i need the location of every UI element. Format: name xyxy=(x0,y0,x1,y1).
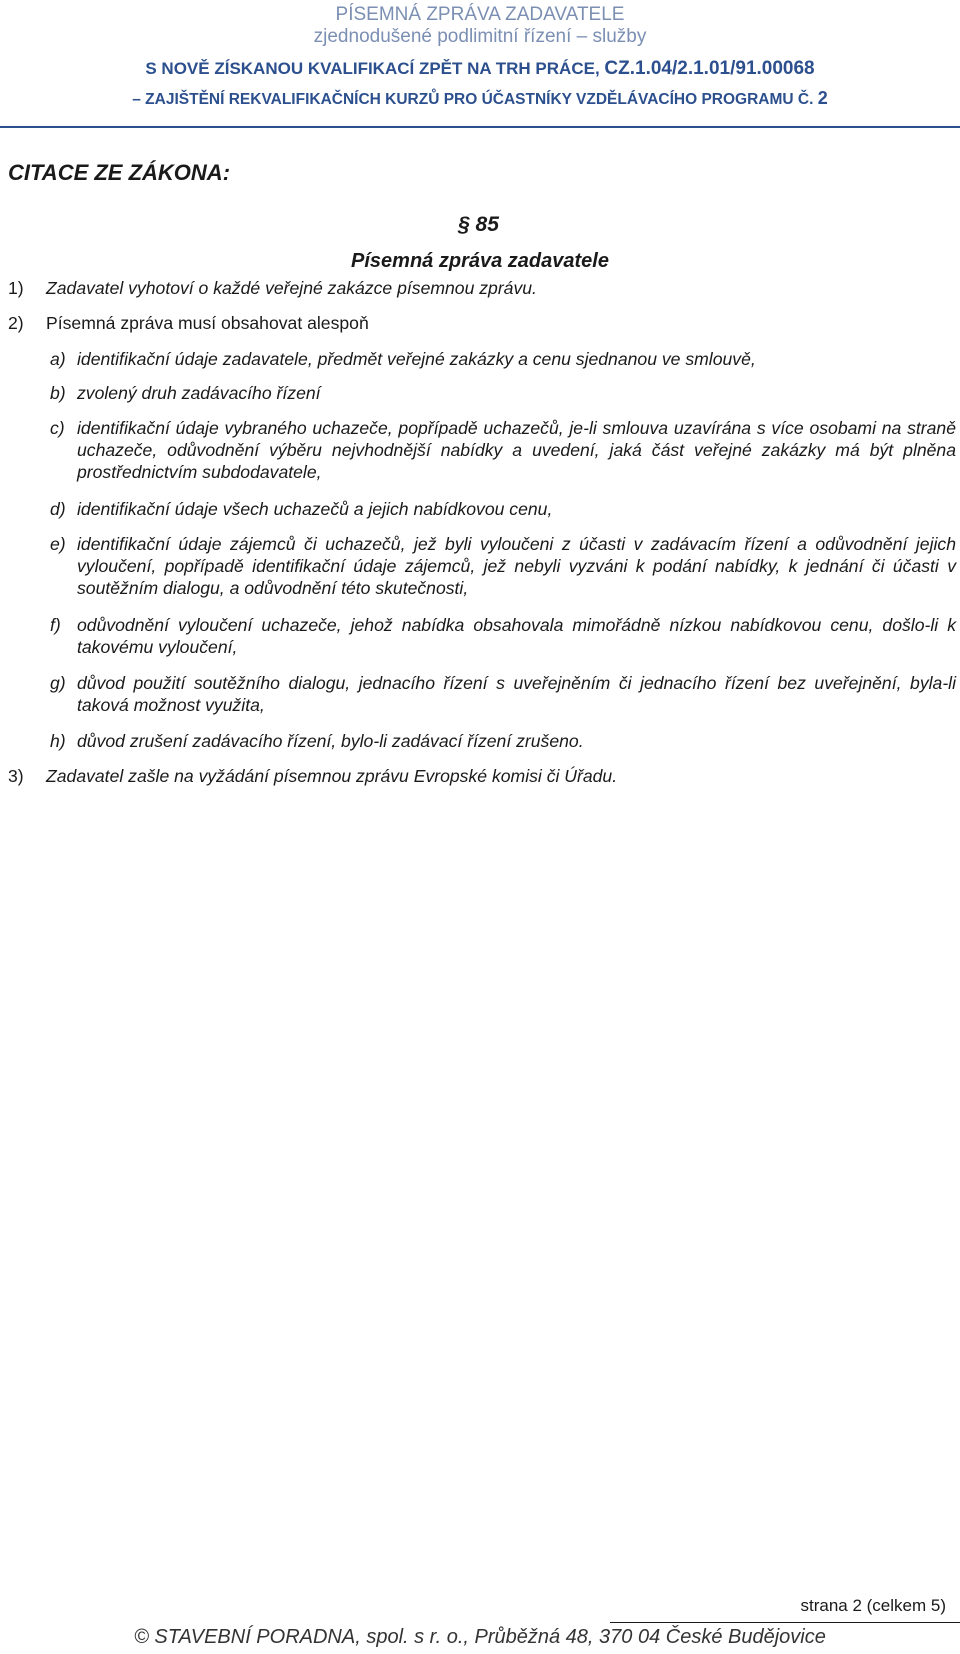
provision-number: 2) xyxy=(8,313,24,333)
header-divider xyxy=(0,126,960,128)
header-program xyxy=(0,88,960,109)
paragraph-number: § 85 xyxy=(458,213,499,236)
provision-3 xyxy=(8,765,948,787)
item-letter: d) xyxy=(50,499,66,519)
item-letter: h) xyxy=(50,731,66,751)
provision-text: Zadavatel vyhotoví o každé veřejné zakázce písemnou zprávu. xyxy=(46,278,537,298)
item-text: zvolený druh zadávacího řízení xyxy=(77,383,321,403)
footer-company: © STAVEBNÍ PORADNA, spol. s r. o., Průběžná 48, 370 04 České Budějovice xyxy=(134,1626,826,1648)
list-item-g xyxy=(50,672,956,716)
provision-1 xyxy=(8,277,948,299)
item-text: identifikační údaje všech uchazečů a jejich nabídkovou cenu, xyxy=(77,499,553,519)
item-text: identifikační údaje vybraného uchazeče, popřípadě uchazečů, je-li smlouva uzavírána s více osobami na straně uchazeče, odůvodnění výběru nejvhodnější nabídky a uvedení, jaká část veřejné zakázky má být plněna prostřednictvím subdodavatele, xyxy=(77,418,956,482)
item-text: důvod použití soutěžního dialogu, jednacího řízení s uveřejněním či jednacího řízení bez uveřejnění, byla-li taková možnost využita, xyxy=(77,673,956,715)
header-subtitle: zjednodušené podlimitní řízení – služby xyxy=(313,26,647,47)
item-letter: a) xyxy=(50,349,66,369)
header-program-number: 2 xyxy=(817,88,828,108)
list-item-d xyxy=(50,498,956,520)
provision-text: Zadavatel zašle na vyžádání písemnou zprávu Evropské komisi či Úřadu. xyxy=(46,766,618,786)
header-project xyxy=(0,58,960,80)
header-program-name: – ZAJIŠTĚNÍ REKVALIFIKAČNÍCH KURZŮ PRO ÚČASTNÍKY VZDĚLÁVACÍHO PROGRAMU Č. xyxy=(132,91,818,108)
list-item-a xyxy=(50,348,956,370)
item-letter: f) xyxy=(50,615,61,635)
item-letter: c) xyxy=(50,418,65,438)
list-item-h xyxy=(50,730,956,752)
provision-text: Písemná zpráva musí obsahovat alespoň xyxy=(46,313,369,333)
item-letter: b) xyxy=(50,383,66,403)
item-letter: e) xyxy=(50,534,66,554)
header-project-code: CZ.1.04/2.1.01/91.00068 xyxy=(604,58,815,79)
header-project-name: S NOVĚ ZÍSKANOU KVALIFIKACÍ ZPĚT NA TRH PRÁCE, xyxy=(145,59,605,78)
item-letter: g) xyxy=(50,673,66,693)
provision-2 xyxy=(8,312,948,334)
provision-number: 3) xyxy=(8,766,24,786)
item-text: identifikační údaje zadavatele, předmět veřejné zakázky a cenu sjednanou ve smlouvě, xyxy=(77,349,756,369)
footer-divider xyxy=(610,1622,960,1623)
paragraph-title: Písemná zpráva zadavatele xyxy=(351,250,609,272)
header-title: PÍSEMNÁ ZPRÁVA ZADAVATELE xyxy=(335,4,625,25)
item-text: odůvodnění vyloučení uchazeče, jehož nabídka obsahovala mimořádně nízkou nabídkovou cenu, došlo-li k takovému vyloučení, xyxy=(77,615,956,657)
item-text: důvod zrušení zadávacího řízení, bylo-li zadávací řízení zrušeno. xyxy=(77,731,584,751)
list-item-e xyxy=(50,533,956,599)
page-number: strana 2 (celkem 5) xyxy=(800,1596,946,1615)
list-item-b xyxy=(50,382,956,404)
citation-title: CITACE ZE ZÁKONA: xyxy=(8,160,231,185)
list-item-c xyxy=(50,417,956,483)
list-item-f xyxy=(50,614,956,658)
provision-number: 1) xyxy=(8,278,24,298)
document-header xyxy=(0,0,960,132)
item-text: identifikační údaje zájemců či uchazečů, jež byli vyloučeni z účasti v zadávacím řízení a odůvodnění jejich vyloučení, popřípadě identifikační údaje zájemců, jež nebyli vyzváni k podání nabídky, k jednání či účasti v soutěžním dialogu, a odůvodnění této skutečnosti, xyxy=(77,534,956,598)
